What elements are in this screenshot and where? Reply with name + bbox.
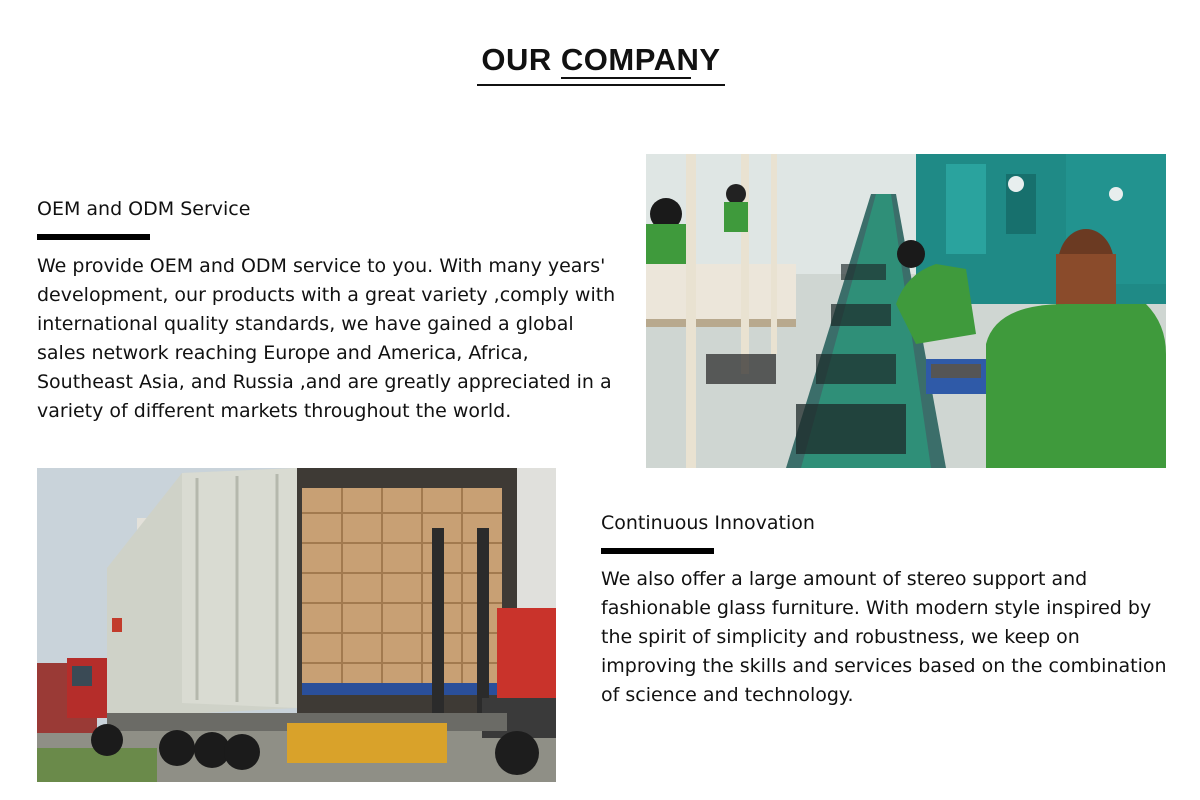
shipping-photo-illustration: [37, 468, 556, 782]
section-bar-oem: [37, 234, 150, 240]
factory-photo-illustration: [646, 154, 1166, 468]
factory-photo: [646, 154, 1166, 468]
page-title-block: [477, 40, 725, 90]
section-heading-innovation: Continuous Innovation: [601, 512, 815, 534]
page-title: OUR COMPANY: [481, 42, 721, 77]
shipping-photo: [37, 468, 556, 782]
section-text-oem: We provide OEM and ODM service to you. With many years' development, our products with a great variety ,comply with international quality standards, we have gained a global sales network reaching Europe and America, Africa, Southeast Asia, and Russia ,and are greatly appreciated in a variety of different markets throughout the world.: [37, 255, 616, 422]
section-text-innovation: We also offer a large amount of stereo support and fashionable glass furniture. With modern style inspired by the spirit of simplicity and robustness, we keep on improving the skills and services based on the combination of science and technology.: [601, 568, 1167, 706]
section-heading-oem: OEM and ODM Service: [37, 198, 251, 220]
section-bar-innovation: [601, 548, 714, 554]
title-underline-long: [477, 84, 725, 86]
title-underline-short: [561, 77, 691, 79]
